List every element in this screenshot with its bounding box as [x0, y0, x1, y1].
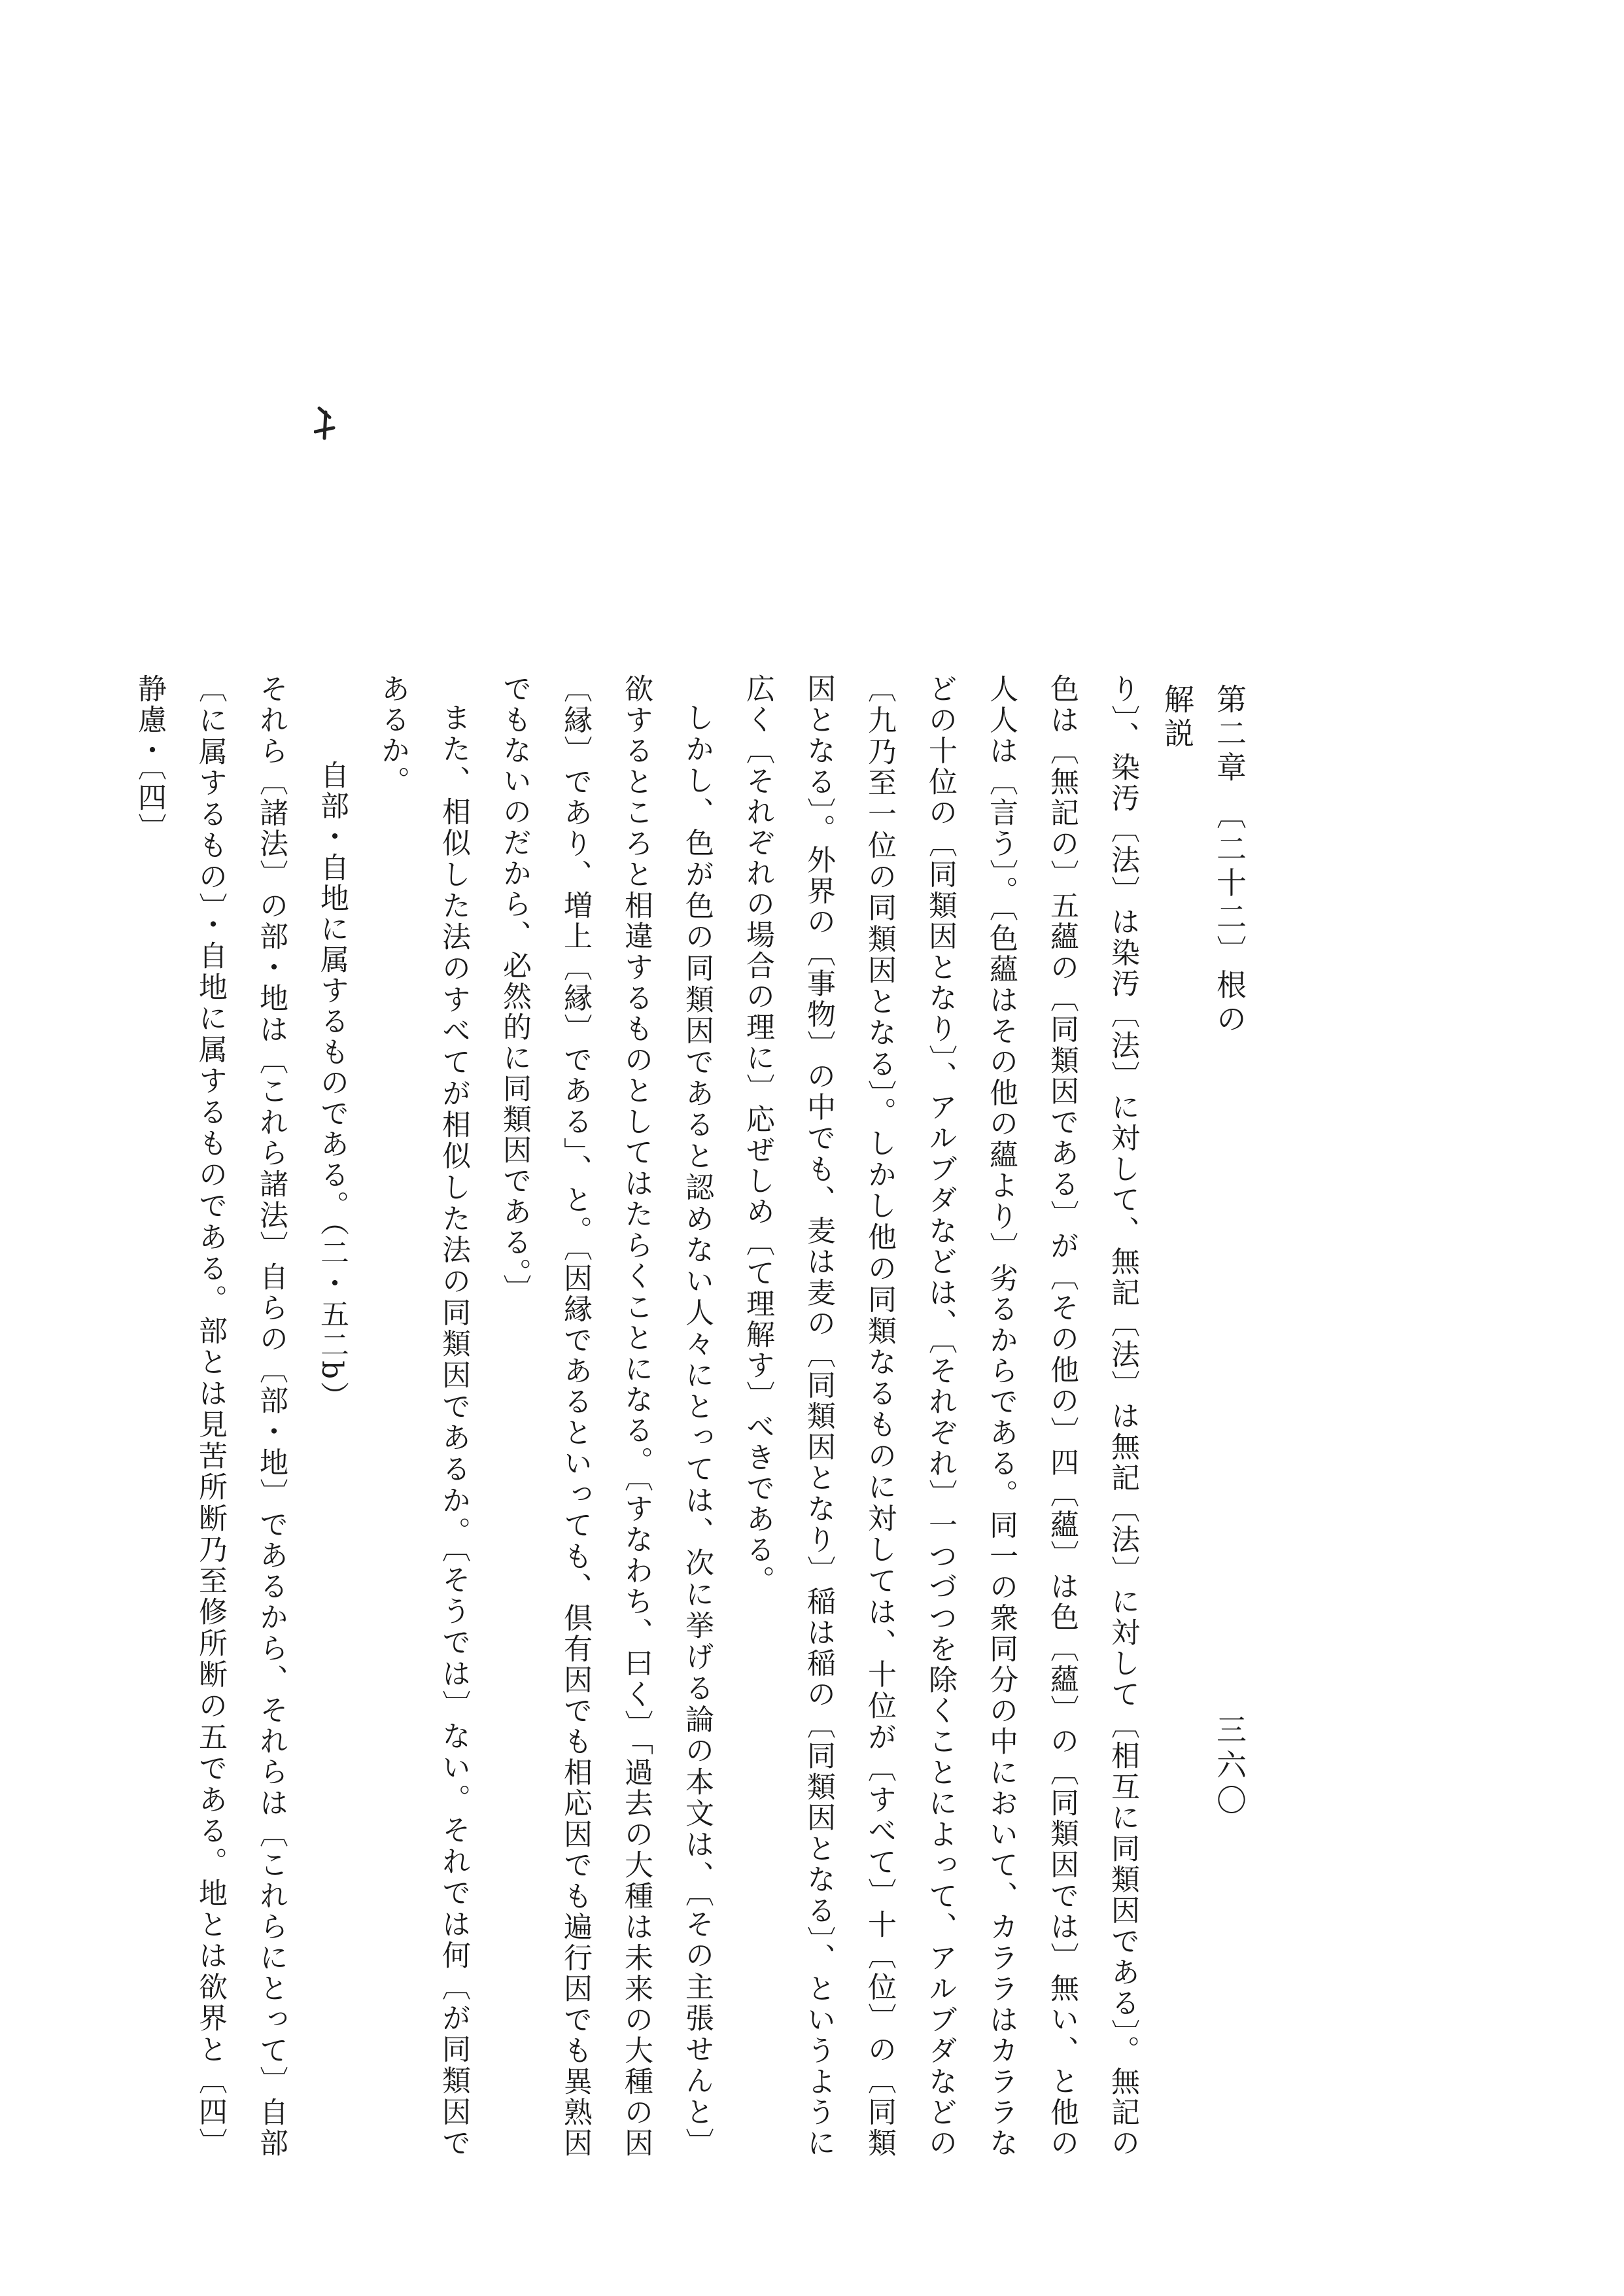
- verse-quote: 自部・自地に属するものである。（二・五二b）: [315, 760, 349, 1412]
- page-number: 三六〇: [1212, 1714, 1247, 1820]
- running-title: 第二章 〔二十二〕根の解説: [1160, 684, 1247, 1037]
- body-text: [119, 674, 1153, 2159]
- paragraph-3: また、相似した法のすべてが相似した法の同類因であるか。〔そうでは〕ない。それでは何〔が同類因であるか。: [376, 674, 470, 2159]
- handwritten-mark-icon: [314, 406, 340, 451]
- paragraph-1: り〕、染汚〔法〕は染汚〔法〕に対して、無記〔法〕は無記〔法〕に対して〔相互に同類因である〕。無記の色は〔無記の〕五蘊の〔同類因である〕が〔その他の〕四〔蘊〕は色〔蘊〕の〔同類因では〕無い、と他の人人は〔言う〕。〔色蘊はその他の蘊より〕劣るからである。同一の衆同分の中において、カララはカララなどの十位の〔同類因となり〕、アルブダなどは、〔それぞれ〕一つづつを除くことによって、アルブダなどの〔九乃至一位の同類因となる〕。しかし他の同類なるものに対しては、十位が〔すべて〕十〔位〕の〔同類因となる〕。外界の〔事物〕の中でも、麦は麦の〔同類因となり〕稲は稲の〔同類因となる〕、というように広く〔それぞれの場合の理に〕応ぜしめ〔て理解す〕べきである。: [741, 674, 1139, 2159]
- paragraph-2: しかし、色が色の同類因であると認めない人々にとっては、次に挙げる論の本文は、〔その主張せんと〕欲するところと相違するものとしてはたらくことになる。〔すなわち、曰く〕「過去の大種は未来の大種の因〔縁〕であり、増上〔縁〕である」、と。〔因縁であるといっても、倶有因でも相応因でも遍行因でも異熟因でもないのだから、必然的に同類因である。〕: [498, 674, 714, 2159]
- paragraph-4: それら〔諸法〕の部・地は〔これら諸法〕自らの〔部・地〕であるから、それらは〔これらにとって〕自部〔に属するもの〕・自地に属するものである。部とは見苦所断乃至修所断の五である。地とは欲界と〔四〕静慮・〔四〕: [133, 674, 288, 2159]
